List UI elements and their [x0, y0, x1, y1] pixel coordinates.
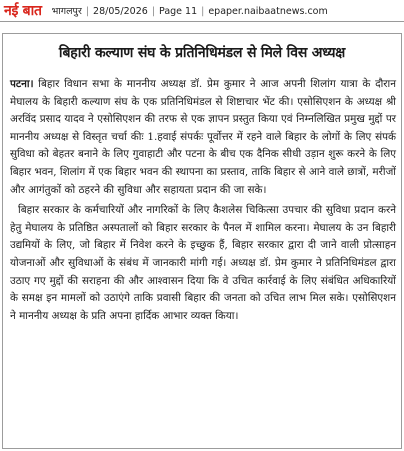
article-paragraph-2: [10, 202, 396, 325]
paragraph-1-text: बिहार विधान सभा के माननीय अध्यक्ष डॉ. प्रेम कुमार ने आज अपनी शिलांग यात्रा के दौरान मेघालय के बिहारी कल्याण संघ के एक प्रतिनिधिमंडल से शिष्टाचार भेंट की। एसोसिएशन के अध्यक्ष श्री अरविंद प्रसाद यादव ने एसोसिएशन की तरफ से एक ज्ञापन प्रस्तुत किया एवं निम्नलिखित प्रमुख मुद्दों पर माननीय अध्यक्ष से विस्तृत चर्चा कीः 1.हवाई संपर्कः पूर्वोत्तर में रहने वाले बिहार के लोगों के लिए संपर्क सुविधा को बेहतर बनाने के लिए गुवाहाटी और पटना के बीच एक दैनिक सीधी उड़ान शुरू करने के लिए बिहार भवन, शिलांग में एक बिहार भवन की स्थापना का प्रस्ताव, ताकि बिहार से आने वाले छात्रों, मरीजों और आगंतुकों को ठहरने की सुविधा और सहायता प्रदान की जा सके।: [10, 78, 396, 196]
page-number: Page 11: [159, 6, 198, 17]
article-frame: [2, 33, 402, 449]
headline-box: [3, 38, 401, 66]
paragraph-2-text: बिहार सरकार के कर्मचारियों और नागरिकों के लिए कैशलेस चिकित्सा उपचार की सुविधा प्रदान करने हेतु मेघालय के प्रतिष्ठित अस्पतालों को बिहार सरकार के पैनल में शामिल करना। मेघालय के उन बिहारी उद्यमियों के लिए, जो बिहार में निवेश करने के इच्छुक हैं, बिहार सरकार द्वारा दी जाने वाली प्रोत्साहन योजनाओं और सुविधाओं के संबंध में जानकारी मांगी गई। अध्यक्ष डॉ. प्रेम कुमार ने प्रतिनिधिमंडल द्वारा उठाए गए मुद्दों की सराहना की और आश्वासन दिया कि वे उचित कार्रवाई के लिए संबंधित अधिकारियों के समक्ष इन मामलों को उठाएंगे ताकि प्रवासी बिहार की जनता को उचित लाभ मिल सके। एसोसिएशन ने माननीय अध्यक्ष के प्रति अपना हार्दिक आभार व्यक्त किया।: [10, 204, 396, 322]
newspaper-logo: नई बात: [4, 2, 42, 19]
edition-date: 28/05/2026: [93, 6, 148, 17]
article-paragraph-1: [10, 76, 396, 199]
article-headline: बिहारी कल्याण संघ के प्रतिनिधिमंडल से मिले विस अध्यक्ष: [58, 44, 346, 61]
edition-city: भागलपुर: [51, 6, 82, 17]
article-body: [10, 76, 396, 328]
article-dateline: पटना।: [10, 78, 34, 90]
site-url[interactable]: epaper.naibaatnews.com: [208, 6, 328, 17]
edition-meta: भागलपुर | 28/05/2026 | Page 11 | epaper.naibaatnews.com: [51, 6, 328, 17]
masthead: [0, 0, 404, 22]
